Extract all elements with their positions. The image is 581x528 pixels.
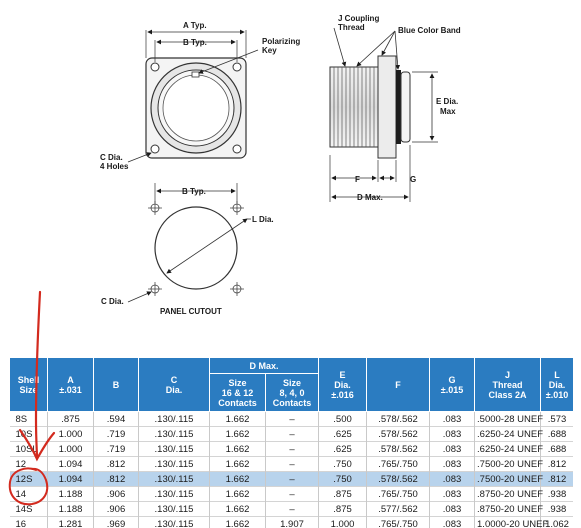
table-cell: .083 (430, 472, 475, 487)
table-cell: – (266, 442, 319, 457)
header-shell-size: Shell Size (10, 358, 48, 412)
table-cell: .750 (319, 472, 367, 487)
table-cell: 1.062 (541, 517, 573, 528)
table-cell: .083 (430, 487, 475, 502)
table-cell: .130/.115 (139, 457, 210, 472)
label-j-coupling: J Coupling (338, 14, 380, 23)
table-cell: .083 (430, 442, 475, 457)
label-max: Max (440, 107, 456, 116)
table-cell: .688 (541, 442, 573, 457)
table-cell: .765/.750 (367, 487, 430, 502)
table-cell: .130/.115 (139, 517, 210, 528)
table-cell: .5000-28 UNEF (475, 412, 541, 427)
table-cell: – (266, 427, 319, 442)
table-cell: .577/.562 (367, 502, 430, 517)
table-cell: .625 (319, 442, 367, 457)
panel-cutout (128, 183, 251, 302)
table-cell: .7500-20 UNEF (475, 457, 541, 472)
table-cell: .130/.115 (139, 487, 210, 502)
table-cell: – (266, 502, 319, 517)
table-cell: 12 (10, 457, 48, 472)
table-row (10, 487, 574, 502)
header-g: G ±.015 (430, 358, 475, 412)
table-cell: 1.000 (319, 517, 367, 528)
label-l-dia: L Dia. (252, 215, 274, 224)
table-cell: .906 (94, 502, 139, 517)
header-size-8-4-0: Size 8, 4, 0 Contacts (266, 374, 319, 412)
label-c-dia: C Dia. (100, 153, 123, 162)
dimension-table-container (9, 357, 573, 528)
table-cell: – (266, 487, 319, 502)
table-cell: – (266, 412, 319, 427)
table-cell: 1.662 (210, 442, 266, 457)
table-cell: 1.188 (48, 502, 94, 517)
table-cell: .083 (430, 502, 475, 517)
table-cell: 8S (10, 412, 48, 427)
table-cell: .083 (430, 457, 475, 472)
table-cell: 1.662 (210, 517, 266, 528)
table-cell: .719 (94, 442, 139, 457)
label-a-typ: A Typ. (183, 21, 207, 30)
table-row (10, 427, 574, 442)
table-cell: 1.662 (210, 457, 266, 472)
table-cell: .750 (319, 457, 367, 472)
dimension-table (9, 357, 573, 528)
table-cell: .6250-24 UNEF (475, 427, 541, 442)
label-thread: Thread (338, 23, 365, 32)
table-cell: 1.662 (210, 412, 266, 427)
label-b-typ: B Typ. (183, 38, 207, 47)
table-cell: .083 (430, 427, 475, 442)
label-polarizing: Polarizing (262, 37, 301, 46)
table-cell: .6250-24 UNEF (475, 442, 541, 457)
table-cell: .130/.115 (139, 502, 210, 517)
table-cell: 10S (10, 427, 48, 442)
table-cell: .938 (541, 502, 573, 517)
table-cell: .8750-20 UNEF (475, 487, 541, 502)
table-cell: .812 (94, 472, 139, 487)
header-f: F (367, 358, 430, 412)
header-b: B (94, 358, 139, 412)
label-b-typ-cutout: B Typ. (182, 187, 206, 196)
header-l: L Dia. ±.010 (541, 358, 573, 412)
label-d-max: D Max. (357, 193, 383, 202)
table-cell: .083 (430, 412, 475, 427)
table-cell: .500 (319, 412, 367, 427)
table-cell: 1.662 (210, 427, 266, 442)
table-cell: .130/.115 (139, 427, 210, 442)
label-panel-cutout: PANEL CUTOUT (160, 307, 222, 316)
table-cell: .765/.750 (367, 517, 430, 528)
header-size-16-12: Size 16 & 12 Contacts (210, 374, 266, 412)
table-cell: 1.281 (48, 517, 94, 528)
table-row (10, 412, 574, 427)
table-cell: 1.0000-20 UNEF (475, 517, 541, 528)
table-cell: .812 (94, 457, 139, 472)
header-c: C Dia. (139, 358, 210, 412)
table-cell: .625 (319, 427, 367, 442)
table-cell: .875 (319, 502, 367, 517)
table-cell: 1.662 (210, 502, 266, 517)
header-e: E Dia. ±.016 (319, 358, 367, 412)
table-cell: 12S (10, 472, 48, 487)
table-cell: .875 (48, 412, 94, 427)
table-row (10, 457, 574, 472)
table-cell: .578/.562 (367, 472, 430, 487)
table-cell: 1.094 (48, 457, 94, 472)
table-cell: – (266, 472, 319, 487)
table-cell: .906 (94, 487, 139, 502)
table-body (10, 412, 574, 528)
table-cell: – (266, 457, 319, 472)
table-cell: .812 (541, 457, 573, 472)
table-cell: .688 (541, 427, 573, 442)
table-cell: .875 (319, 487, 367, 502)
table-cell: .7500-20 UNEF (475, 472, 541, 487)
table-row (10, 502, 574, 517)
label-4-holes: 4 Holes (100, 162, 129, 171)
table-cell: 14S (10, 502, 48, 517)
table-row (10, 517, 574, 528)
table-cell: 16 (10, 517, 48, 528)
table-cell: 1.000 (48, 427, 94, 442)
table-cell: .083 (430, 517, 475, 528)
table-cell: 1.907 (266, 517, 319, 528)
table-cell: .938 (541, 487, 573, 502)
table-cell: .578/.562 (367, 412, 430, 427)
table-row (10, 472, 574, 487)
table-cell: 1.662 (210, 472, 266, 487)
header-j: J Thread Class 2A (475, 358, 541, 412)
label-f: F (355, 175, 360, 184)
table-cell: .812 (541, 472, 573, 487)
table-cell: .130/.115 (139, 442, 210, 457)
label-g: G (410, 175, 417, 184)
table-cell: 10SL (10, 442, 48, 457)
table-cell: .765/.750 (367, 457, 430, 472)
header-a: A ±.031 (48, 358, 94, 412)
table-cell: .969 (94, 517, 139, 528)
table-cell: 14 (10, 487, 48, 502)
table-cell: 1.662 (210, 487, 266, 502)
table-cell: .719 (94, 427, 139, 442)
label-e-dia: E Dia. (436, 97, 459, 106)
table-cell: .578/.562 (367, 442, 430, 457)
table-cell: 1.094 (48, 472, 94, 487)
table-row (10, 442, 574, 457)
table-cell: .573 (541, 412, 573, 427)
label-c-dia-cutout: C Dia. (101, 297, 124, 306)
table-cell: .130/.115 (139, 472, 210, 487)
table-cell: .578/.562 (367, 427, 430, 442)
table-cell: 1.000 (48, 442, 94, 457)
side-view (330, 28, 438, 202)
front-view (128, 30, 258, 162)
label-key: Key (262, 46, 277, 55)
table-cell: .594 (94, 412, 139, 427)
table-cell: .130/.115 (139, 412, 210, 427)
header-d-max: D Max. (210, 358, 319, 374)
table-cell: 1.188 (48, 487, 94, 502)
label-blue-color-band: Blue Color Band (398, 26, 461, 35)
table-cell: .8750-20 UNEF (475, 502, 541, 517)
